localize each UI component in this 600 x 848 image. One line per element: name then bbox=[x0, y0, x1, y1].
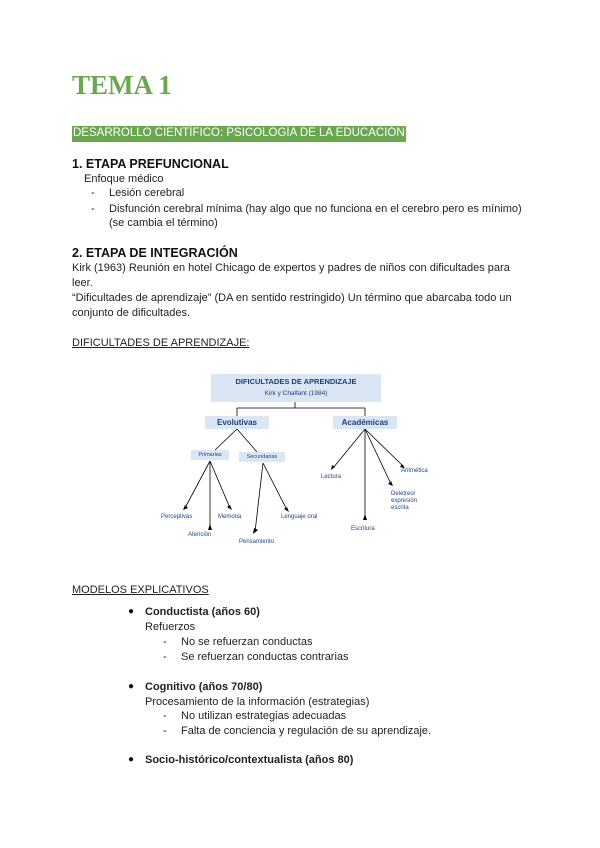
dash-marker: - bbox=[163, 651, 167, 663]
section1-intro: Enfoque médico bbox=[84, 173, 164, 185]
bullet-icon: ● bbox=[128, 681, 135, 692]
model-conductista-item: No se refuerzan conductas bbox=[181, 636, 313, 648]
diagram-title: DIFICULTADES DE APRENDIZAJE bbox=[235, 377, 357, 386]
category-academicas: Académicas bbox=[333, 416, 397, 429]
diagram-title-box bbox=[211, 374, 381, 402]
section1-item: Lesión cerebral bbox=[109, 187, 185, 199]
bullet-icon: ● bbox=[128, 754, 135, 765]
node-perceptivas: Perceptivas bbox=[161, 514, 193, 520]
sub-primarias: Primarias bbox=[191, 450, 229, 460]
dash-marker: - bbox=[163, 636, 167, 648]
node-deletreo-line: escrita bbox=[391, 505, 409, 511]
model-conductista-title: Conductista (años 60) bbox=[145, 606, 260, 618]
diagram-subtitle: Kirk y Chalfant (1984) bbox=[264, 390, 328, 397]
dash-marker: - bbox=[163, 725, 167, 737]
section2-line: Kirk (1963) Reunión en hotel Chicago de expertos y padres de niños con dificultades para bbox=[72, 262, 510, 274]
arrow-head bbox=[284, 507, 289, 512]
section1-item-continued: (se cambia el término) bbox=[109, 217, 218, 229]
model-conductista-item: Se refuerzan conductas contrarias bbox=[181, 651, 349, 663]
dash-marker: - bbox=[163, 710, 167, 722]
node-deletreo-line: expresión bbox=[391, 498, 418, 504]
section1-heading: 1. ETAPA PREFUNCIONAL bbox=[72, 157, 229, 171]
sub-secundarias: Secundarias bbox=[239, 452, 285, 462]
section2-line: “Dificultades de aprendizaje” (DA en sentido restringido) Un término que abarcaba todo un bbox=[72, 292, 512, 304]
category-evolutivas: Evolutivas bbox=[205, 416, 269, 429]
model-cognitivo-title: Cognitivo (años 70/80) bbox=[145, 681, 263, 693]
model-cognitivo-item: Falta de conciencia y regulación de su aprendizaje. bbox=[181, 725, 432, 737]
node-deletreo bbox=[391, 491, 417, 512]
node-deletreo-line: Deletreo/ bbox=[391, 491, 416, 497]
model-conductista-desc: Refuerzos bbox=[145, 621, 196, 633]
arrow-head bbox=[208, 524, 212, 530]
dificultades-heading: DIFICULTADES DE APRENDIZAJE: bbox=[72, 337, 250, 349]
node-escritura: Escritura bbox=[351, 526, 375, 532]
dash-marker: - bbox=[91, 203, 95, 215]
node-lenguaje-oral: Lenguaje oral bbox=[281, 514, 318, 520]
arrow-head bbox=[253, 528, 258, 534]
arrow-head bbox=[183, 505, 188, 510]
model-cognitivo-desc: Procesamiento de la información (estrategias) bbox=[145, 696, 370, 708]
arrow-head bbox=[227, 505, 232, 510]
section2-line: conjunto de dificultades. bbox=[72, 307, 191, 319]
node-lectura: Lectura bbox=[321, 474, 342, 480]
arrow-head bbox=[363, 514, 367, 520]
subtitle-highlight: DESARROLLO CIENTÍFICO: PSICOLOGÍA DE LA EDUCACIÓN bbox=[72, 126, 406, 142]
node-pensamiento: Pensamiento bbox=[239, 539, 275, 545]
section1-item: Disfunción cerebral mínima (hay algo que no funciona en el cerebro pero es mínimo) bbox=[109, 203, 522, 215]
dash-marker: - bbox=[91, 187, 95, 199]
node-atencion: Atención bbox=[188, 532, 212, 538]
node-memoria: Memoria bbox=[218, 514, 242, 520]
section2-heading: 2. ETAPA DE INTEGRACIÓN bbox=[72, 246, 238, 260]
node-aritmetica: Aritmética bbox=[401, 468, 428, 474]
model-sociohistorico-title: Socio-histórico/contextualista (años 80) bbox=[145, 754, 354, 766]
arrow-head bbox=[388, 481, 393, 486]
section2-line: leer. bbox=[72, 277, 93, 289]
bullet-icon: ● bbox=[128, 606, 135, 617]
dificultades-diagram bbox=[155, 366, 455, 554]
model-cognitivo-item: No utilizan estrategias adecuadas bbox=[181, 710, 347, 722]
modelos-heading: MODELOS EXPLICATIVOS bbox=[72, 584, 209, 596]
page-title: TEMA 1 bbox=[72, 70, 172, 100]
